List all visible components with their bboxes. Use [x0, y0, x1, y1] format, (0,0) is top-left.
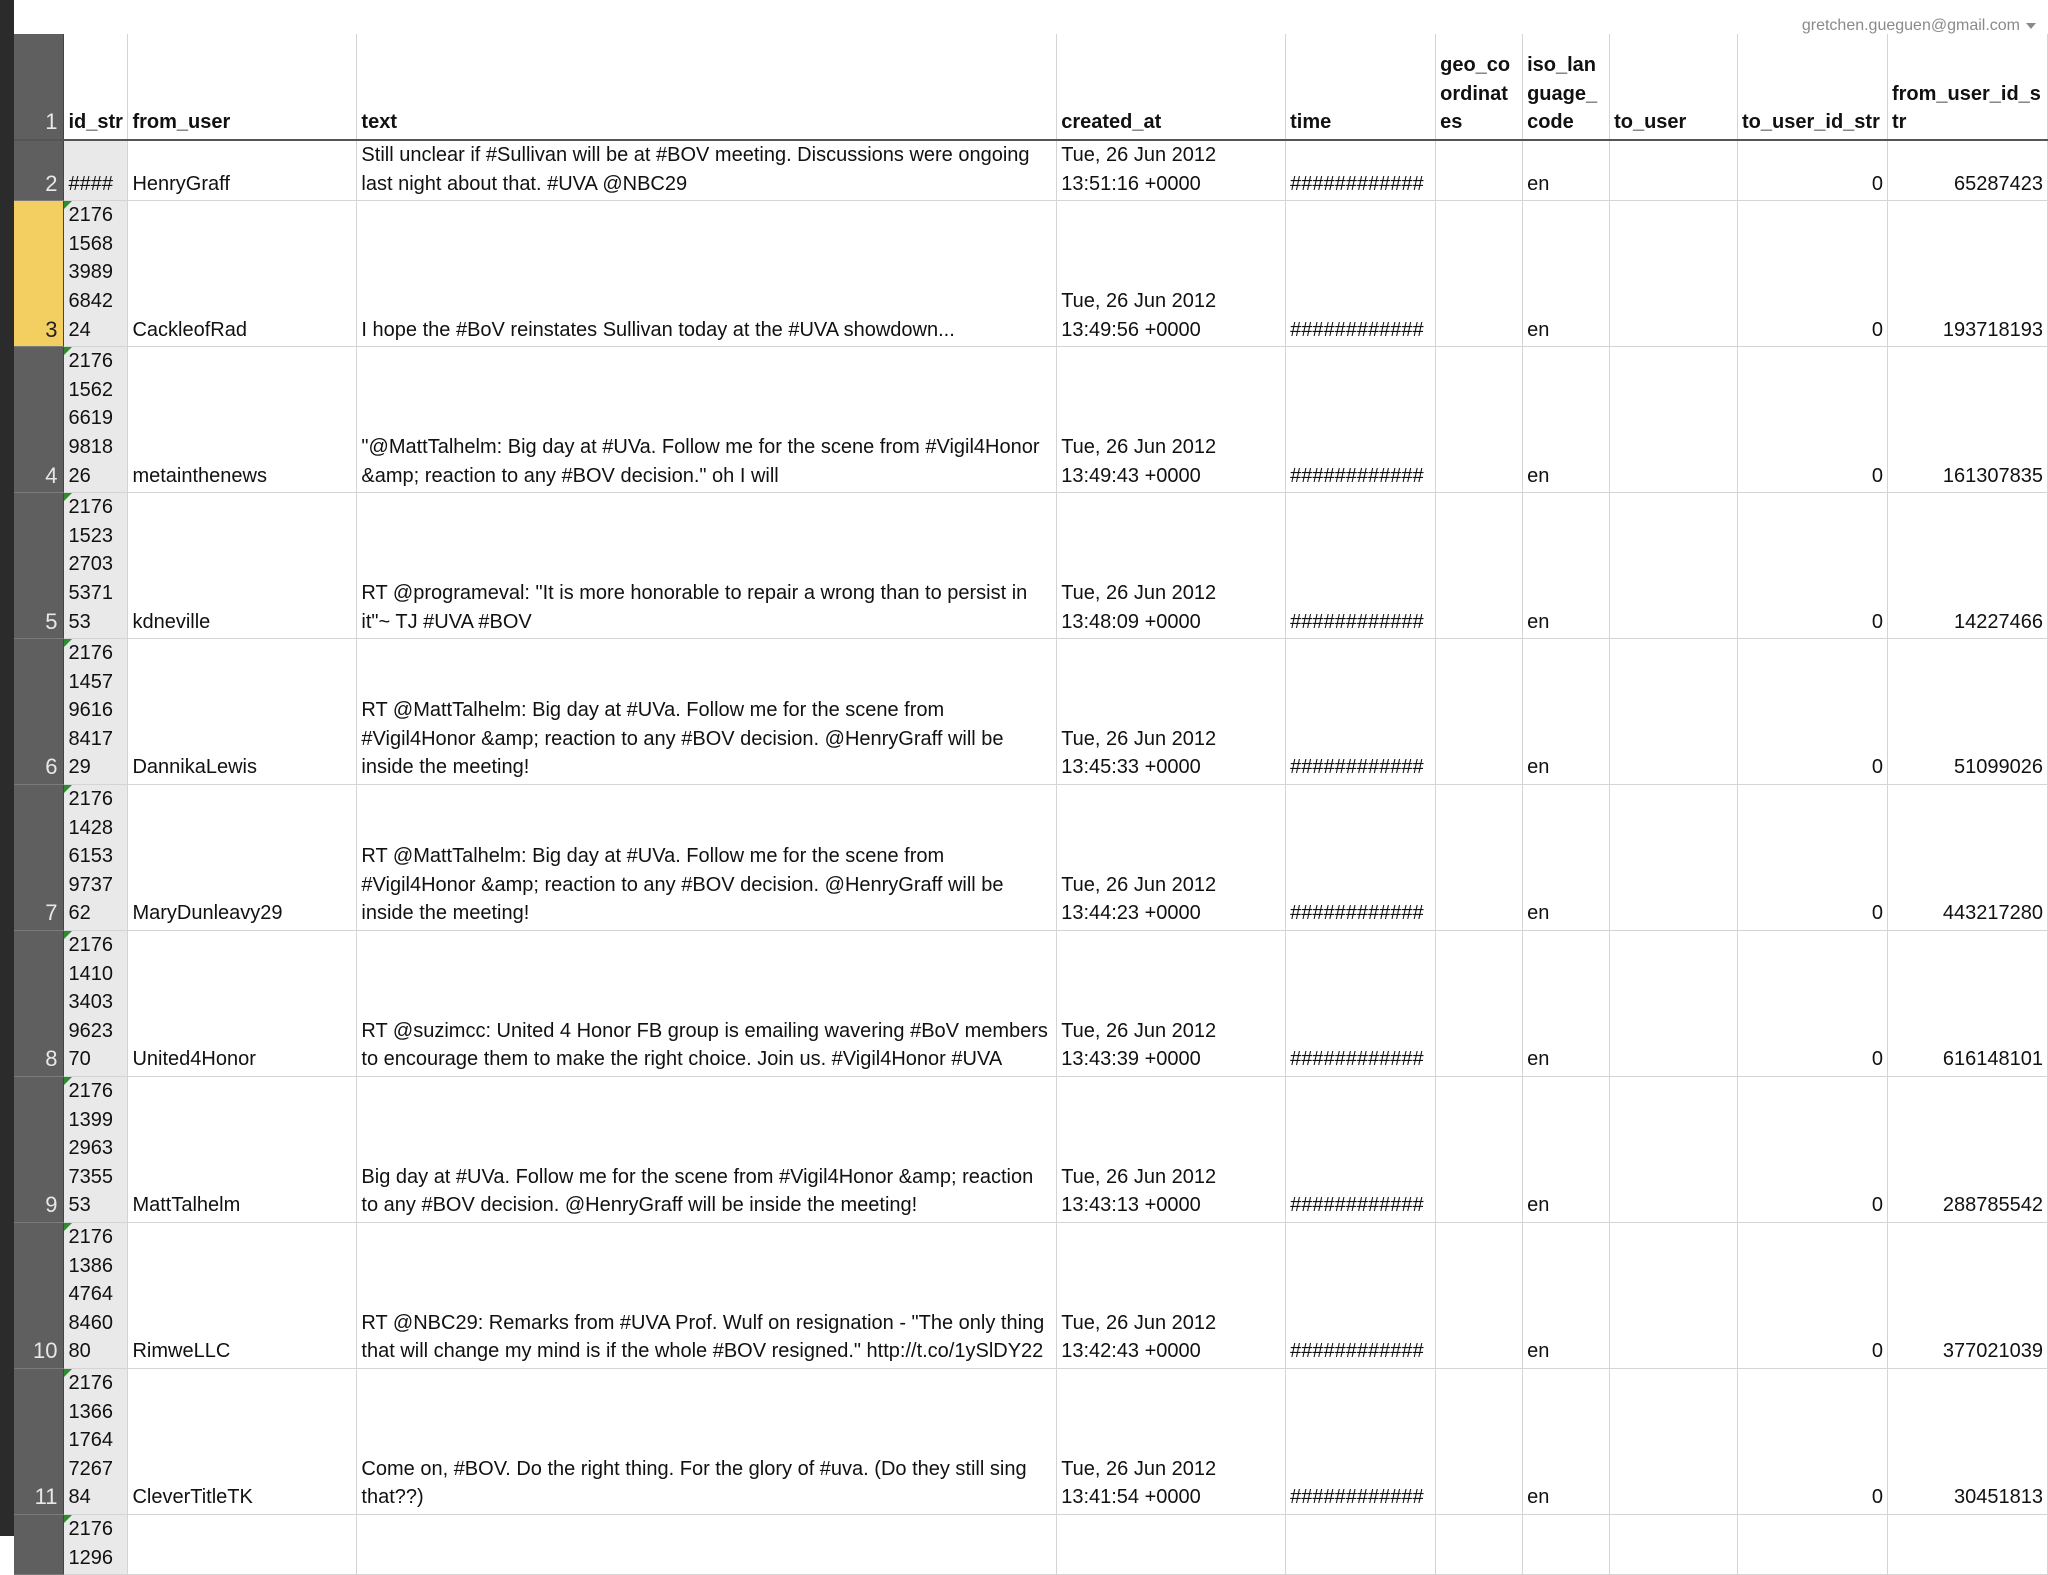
- cell-to-user-id-str[interactable]: 0: [1738, 1368, 1888, 1514]
- cell-from-user[interactable]: MaryDunleavy29: [128, 785, 357, 931]
- table-row: [14, 785, 2048, 931]
- chevron-down-icon: [2026, 23, 2036, 29]
- cell-from-user[interactable]: RimweLLC: [128, 1222, 357, 1368]
- cell-id-str[interactable]: [64, 931, 128, 1077]
- error-indicator-icon: [64, 931, 72, 939]
- spreadsheet-grid: [14, 34, 2048, 1575]
- cell-to-user[interactable]: [1610, 1368, 1738, 1514]
- row-header[interactable]: 5: [14, 493, 64, 639]
- cell-to-user-id-str[interactable]: 0: [1738, 931, 1888, 1077]
- cell-id-str-value: 217615683989684224: [68, 204, 113, 341]
- header-cell-to-user[interactable]: to_user: [1610, 34, 1738, 140]
- window-left-edge: [0, 0, 14, 1536]
- cell-to-user-id-str[interactable]: 0: [1738, 347, 1888, 493]
- error-indicator-icon: [64, 347, 72, 355]
- cell-to-user-id-str[interactable]: 0: [1738, 1222, 1888, 1368]
- cell-iso-language-code[interactable]: en: [1523, 140, 1610, 201]
- cell-geo-coordinates[interactable]: [1436, 1368, 1523, 1514]
- cell-iso-language-code[interactable]: en: [1523, 201, 1610, 347]
- header-cell-iso-language-code[interactable]: iso_language_code: [1523, 34, 1610, 140]
- cell-id-str[interactable]: [64, 1514, 128, 1574]
- row-header[interactable]: 2: [14, 140, 64, 201]
- cell-from-user-id-str[interactable]: 377021039: [1887, 1222, 2047, 1368]
- cell-created-at[interactable]: Tue, 26 Jun 2012 13:43:39 +0000: [1057, 931, 1286, 1077]
- cell-created-at[interactable]: Tue, 26 Jun 2012 13:49:43 +0000: [1057, 347, 1286, 493]
- cell-iso-language-code[interactable]: en: [1523, 347, 1610, 493]
- cell-geo-coordinates[interactable]: [1436, 347, 1523, 493]
- cell-from-user-id-str[interactable]: 443217280: [1887, 785, 2047, 931]
- cell-iso-language-code[interactable]: en: [1523, 785, 1610, 931]
- cell-text[interactable]: RT @MattTalhelm: Big day at #UVa. Follow me for the scene from #Vigil4Honor &amp; reaction to any #BOV decision. @HenryGraff will be inside the meeting!: [357, 785, 1057, 931]
- row-header[interactable]: 6: [14, 639, 64, 785]
- cell-from-user-id-str[interactable]: 161307835: [1887, 347, 2047, 493]
- cell-text[interactable]: Big day at #UVa. Follow me for the scene from #Vigil4Honor &amp; reaction to any #BOV decision. @HenryGraff will be inside the meeting!: [357, 1077, 1057, 1223]
- row-header[interactable]: 11: [14, 1368, 64, 1514]
- cell-created-at[interactable]: Tue, 26 Jun 2012 13:49:56 +0000: [1057, 201, 1286, 347]
- cell-id-str-value: 217614579616841729: [68, 642, 113, 779]
- cell-from-user-id-str[interactable]: 65287423: [1887, 140, 2047, 201]
- cell-text[interactable]: RT @NBC29: Remarks from #UVA Prof. Wulf on resignation - "The only thing that will change my mind is if the whole #BOV resigned." http://t.co/1ySlDY22: [357, 1222, 1057, 1368]
- header-cell-geo-coordinates[interactable]: geo_coordinates: [1436, 34, 1523, 140]
- cell-from-user[interactable]: MattTalhelm: [128, 1077, 357, 1223]
- cell-id-str-value: 217615232703537153: [68, 496, 113, 633]
- cell-created-at[interactable]: Tue, 26 Jun 2012 13:44:23 +0000: [1057, 785, 1286, 931]
- cell-from-user[interactable]: United4Honor: [128, 931, 357, 1077]
- account-email: gretchen.gueguen@gmail.com: [1801, 17, 2020, 34]
- cell-time[interactable]: ############: [1286, 140, 1436, 201]
- cell-id-str-value: 217614103403962370: [68, 934, 113, 1071]
- table-row: [14, 493, 2048, 639]
- cell-created-at[interactable]: [1057, 1514, 1286, 1574]
- error-indicator-icon: [64, 639, 72, 647]
- cell-from-user-id-str[interactable]: 288785542: [1887, 1077, 2047, 1223]
- cell-from-user[interactable]: [128, 1514, 357, 1574]
- cell-to-user[interactable]: [1610, 493, 1738, 639]
- cell-id-str-value: 217614286153973762: [68, 788, 113, 925]
- cell-geo-coordinates[interactable]: [1436, 1077, 1523, 1223]
- cell-to-user-id-str[interactable]: 0: [1738, 493, 1888, 639]
- row-header[interactable]: 4: [14, 347, 64, 493]
- cell-created-at[interactable]: Tue, 26 Jun 2012 13:51:16 +0000: [1057, 140, 1286, 201]
- cell-id-str[interactable]: [64, 785, 128, 931]
- cell-geo-coordinates[interactable]: [1436, 639, 1523, 785]
- table-row: [14, 201, 2048, 347]
- cell-to-user[interactable]: [1610, 347, 1738, 493]
- cell-time[interactable]: ############: [1286, 1368, 1436, 1514]
- cell-geo-coordinates[interactable]: [1436, 140, 1523, 201]
- cell-to-user[interactable]: [1610, 201, 1738, 347]
- cell-from-user-id-str[interactable]: 193718193: [1887, 201, 2047, 347]
- error-indicator-icon: [64, 1369, 72, 1377]
- cell-iso-language-code[interactable]: en: [1523, 931, 1610, 1077]
- error-indicator-icon: [64, 201, 72, 209]
- row-header[interactable]: 10: [14, 1222, 64, 1368]
- cell-text[interactable]: [357, 1514, 1057, 1574]
- cell-to-user[interactable]: [1610, 1514, 1738, 1574]
- cell-id-str[interactable]: [64, 639, 128, 785]
- table-row: [14, 140, 2048, 201]
- row-header[interactable]: [14, 1514, 64, 1574]
- error-indicator-icon: [64, 493, 72, 501]
- cell-id-str[interactable]: [64, 1222, 128, 1368]
- cell-created-at[interactable]: Tue, 26 Jun 2012 13:41:54 +0000: [1057, 1368, 1286, 1514]
- cell-id-str[interactable]: [64, 201, 128, 347]
- cell-id-str[interactable]: [64, 347, 128, 493]
- cell-time[interactable]: ############: [1286, 931, 1436, 1077]
- cell-time[interactable]: ############: [1286, 1222, 1436, 1368]
- cell-from-user[interactable]: metainthenews: [128, 347, 357, 493]
- cell-text[interactable]: RT @suzimcc: United 4 Honor FB group is emailing wavering #BoV members to encourage them to make the right choice. Join us. #Vigil4Honor #UVA: [357, 931, 1057, 1077]
- cell-iso-language-code[interactable]: en: [1523, 1368, 1610, 1514]
- cell-to-user[interactable]: [1610, 639, 1738, 785]
- cell-to-user[interactable]: [1610, 931, 1738, 1077]
- cell-from-user[interactable]: CackleofRad: [128, 201, 357, 347]
- cell-geo-coordinates[interactable]: [1436, 785, 1523, 931]
- cell-text[interactable]: RT @MattTalhelm: Big day at #UVa. Follow me for the scene from #Vigil4Honor &amp; reaction to any #BOV decision. @HenryGraff will be inside the meeting!: [357, 639, 1057, 785]
- cell-id-str-value: 217613864764846080: [68, 1225, 113, 1363]
- row-header[interactable]: 7: [14, 785, 64, 931]
- cell-id-str-value: 21761296: [68, 1517, 113, 1569]
- cell-id-str[interactable]: [64, 493, 128, 639]
- cell-geo-coordinates[interactable]: [1436, 931, 1523, 1077]
- row-header[interactable]: 1: [14, 34, 64, 140]
- cell-created-at[interactable]: Tue, 26 Jun 2012 13:42:43 +0000: [1057, 1222, 1286, 1368]
- cell-to-user-id-str[interactable]: 0: [1738, 1077, 1888, 1223]
- header-cell-to-user-id-str[interactable]: to_user_id_str: [1738, 34, 1888, 140]
- error-indicator-icon: [64, 1223, 72, 1231]
- cell-to-user-id-str[interactable]: 0: [1738, 201, 1888, 347]
- cell-created-at[interactable]: Tue, 26 Jun 2012 13:45:33 +0000: [1057, 639, 1286, 785]
- cell-text[interactable]: Still unclear if #Sullivan will be at #BOV meeting. Discussions were ongoing last night about that. #UVA @NBC29: [357, 140, 1057, 201]
- cell-to-user-id-str[interactable]: 0: [1738, 785, 1888, 931]
- cell-text[interactable]: Come on, #BOV. Do the right thing. For the glory of #uva. (Do they still sing that??): [357, 1368, 1057, 1514]
- table-row: [14, 931, 2048, 1077]
- cell-to-user-id-str[interactable]: 0: [1738, 639, 1888, 785]
- cell-created-at[interactable]: Tue, 26 Jun 2012 13:48:09 +0000: [1057, 493, 1286, 639]
- cell-id-str[interactable]: ####: [64, 140, 128, 201]
- cell-id-str-value: 217613661764726784: [68, 1371, 113, 1509]
- cell-iso-language-code[interactable]: en: [1523, 1077, 1610, 1223]
- cell-to-user-id-str[interactable]: [1738, 1514, 1888, 1574]
- cell-time[interactable]: [1286, 1514, 1436, 1574]
- cell-time[interactable]: ############: [1286, 493, 1436, 639]
- cell-iso-language-code[interactable]: en: [1523, 1222, 1610, 1368]
- cell-iso-language-code[interactable]: en: [1523, 493, 1610, 639]
- cell-text[interactable]: RT @programeval: "It is more honorable to repair a wrong than to persist in it"~ TJ #UVA #BOV: [357, 493, 1057, 639]
- cell-from-user-id-str[interactable]: 14227466: [1887, 493, 2047, 639]
- header-cell-from-user-id-str[interactable]: from_user_id_str: [1887, 34, 2047, 140]
- row-header[interactable]: 8: [14, 931, 64, 1077]
- cell-from-user[interactable]: DannikaLewis: [128, 639, 357, 785]
- error-indicator-icon: [64, 1515, 72, 1523]
- header-row: [14, 34, 2048, 140]
- cell-to-user[interactable]: [1610, 785, 1738, 931]
- cell-time[interactable]: ############: [1286, 201, 1436, 347]
- error-indicator-icon: [64, 785, 72, 793]
- cell-to-user[interactable]: [1610, 1222, 1738, 1368]
- cell-geo-coordinates[interactable]: [1436, 1514, 1523, 1574]
- cell-time[interactable]: ############: [1286, 347, 1436, 493]
- cell-geo-coordinates[interactable]: [1436, 1222, 1523, 1368]
- cell-from-user-id-str[interactable]: 616148101: [1887, 931, 2047, 1077]
- table-row: [14, 1368, 2048, 1514]
- cell-from-user-id-str[interactable]: [1887, 1514, 2047, 1574]
- header-cell-from-user[interactable]: from_user: [128, 34, 357, 140]
- cell-geo-coordinates[interactable]: [1436, 493, 1523, 639]
- cell-from-user-id-str[interactable]: 51099026: [1887, 639, 2047, 785]
- header-cell-text[interactable]: text: [357, 34, 1057, 140]
- table-row: [14, 639, 2048, 785]
- row-header[interactable]: 3: [14, 201, 64, 347]
- error-indicator-icon: [64, 1077, 72, 1085]
- table-row: [14, 1077, 2048, 1223]
- cell-from-user[interactable]: CleverTitleTK: [128, 1368, 357, 1514]
- cell-id-str[interactable]: [64, 1077, 128, 1223]
- cell-from-user[interactable]: HenryGraff: [128, 140, 357, 201]
- account-menu[interactable]: [1802, 17, 2036, 35]
- header-cell-time[interactable]: time: [1286, 34, 1436, 140]
- cell-time[interactable]: ############: [1286, 639, 1436, 785]
- cell-from-user[interactable]: kdneville: [128, 493, 357, 639]
- cell-created-at[interactable]: Tue, 26 Jun 2012 13:43:13 +0000: [1057, 1077, 1286, 1223]
- cell-text[interactable]: I hope the #BoV reinstates Sullivan today at the #UVA showdown...: [357, 201, 1057, 347]
- table-row: [14, 347, 2048, 493]
- cell-geo-coordinates[interactable]: [1436, 201, 1523, 347]
- cell-to-user-id-str[interactable]: 0: [1738, 140, 1888, 201]
- header-cell-created-at[interactable]: created_at: [1057, 34, 1286, 140]
- row-header[interactable]: 9: [14, 1077, 64, 1223]
- cell-to-user[interactable]: [1610, 140, 1738, 201]
- cell-iso-language-code[interactable]: en: [1523, 639, 1610, 785]
- cell-text[interactable]: "@MattTalhelm: Big day at #UVa. Follow me for the scene from #Vigil4Honor &amp; reaction to any #BOV decision." oh I will: [357, 347, 1057, 493]
- table-row: [14, 1514, 2048, 1574]
- cell-id-str-value: 217613992963735553: [68, 1080, 113, 1217]
- cell-from-user-id-str[interactable]: 30451813: [1887, 1368, 2047, 1514]
- cell-time[interactable]: ############: [1286, 1077, 1436, 1223]
- cell-id-str-value: 217615626619981826: [68, 350, 113, 487]
- cell-to-user[interactable]: [1610, 1077, 1738, 1223]
- header-cell-id-str[interactable]: id_str: [64, 34, 128, 140]
- cell-time[interactable]: ############: [1286, 785, 1436, 931]
- table-row: [14, 1222, 2048, 1368]
- cell-id-str[interactable]: [64, 1368, 128, 1514]
- cell-iso-language-code[interactable]: [1523, 1514, 1610, 1574]
